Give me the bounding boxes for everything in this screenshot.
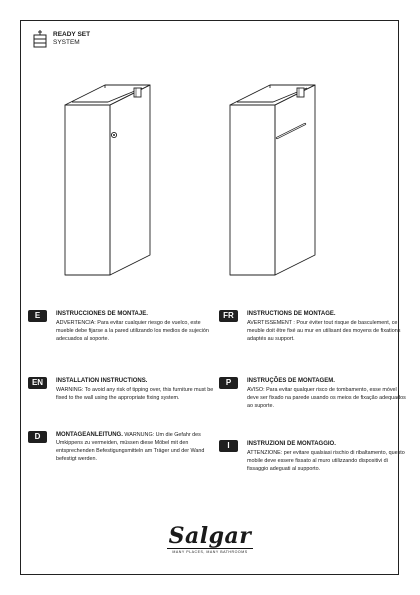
section-heading: MONTAGEANLEITUNG. <box>56 432 123 438</box>
salgar-logo <box>165 525 255 565</box>
language-badge-de: D <box>28 431 47 443</box>
section-heading: INSTALLATION INSTRUCTIONS. <box>56 378 148 384</box>
ready-set-system-icon <box>33 30 47 48</box>
section-heading: INSTRUCTIONS DE MONTAGE. <box>247 311 336 317</box>
cabinet-with-handle-illustration <box>225 80 325 280</box>
section-body: WARNUNG: Um die Gefahr des Umkippens zu vermeiden, müssen diese Möbel mit den entsprechenden Befestigungsmitteln am Träger und der Wand befestigt werden. <box>56 432 205 462</box>
language-badge-en: EN <box>28 377 47 389</box>
document-title <box>53 31 90 46</box>
section-heading: INSTRUCCIONES DE MONTAJE. <box>56 311 148 317</box>
language-badge-es: E <box>28 310 47 322</box>
section-it <box>227 440 407 473</box>
language-badge-pt: P <box>219 377 238 389</box>
language-badge-it: I <box>219 440 238 452</box>
section-fr <box>223 310 407 343</box>
section-es <box>34 310 216 343</box>
section-body: AVISO: Para evitar qualquer risco de tombamento, esse móvel deve ser fixado na parede usando os meios de fixação adequados ao suporte. <box>247 387 406 409</box>
language-badge-fr: FR <box>219 310 238 322</box>
section-de <box>34 431 216 463</box>
logo-tagline: MANY PLACES, MANY BATHROOMS <box>172 550 248 554</box>
section-en <box>31 377 216 402</box>
cabinet-with-knob-illustration <box>60 80 160 280</box>
section-body: ADVERTENCIA: Para evitar cualquier riesgo de vuelco, este mueble debe fijarse a la pared utilizando los medios de sujeción adecuados al soporte. <box>56 320 209 342</box>
section-heading: INSTRUÇÕES DE MONTAGEM. <box>247 378 335 384</box>
logo-wordmark: Salgar <box>168 523 252 549</box>
section-heading: INSTRUZIONI DE MONTAGGIO. <box>247 441 336 447</box>
section-pt <box>225 377 407 410</box>
title-line-2: SYSTEM <box>53 38 80 46</box>
section-body: WARNING: To avoid any risk of tipping over, this furniture must be fixed to the wall using the appropriate fixing system. <box>56 387 214 401</box>
title-line-1: READY SET <box>53 31 91 38</box>
section-body: AVERTISSEMENT : Pour éviter tout risque de basculement, ce meuble doit être fixé au mur en utilisant des moyens de fixations adaptés au support. <box>247 320 401 342</box>
section-body: ATTENZIONE: per evitare qualsiasi rischio di ribaltamento, questo mobile deve essere fissato al muro utilizzando dispositivi di fissaggio adeguati al supporto. <box>247 450 405 472</box>
